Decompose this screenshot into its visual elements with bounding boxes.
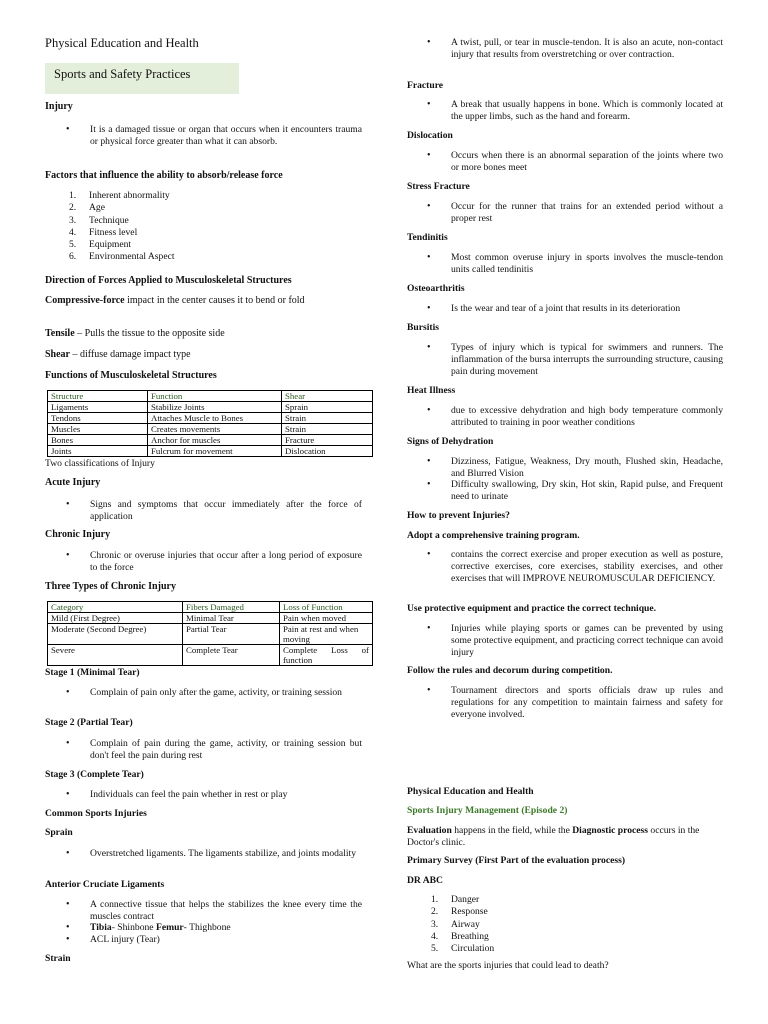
list-item: 3. Technique [69, 214, 129, 226]
strain-heading: Strain [45, 953, 71, 964]
dehydration-bullet-1: • Dizziness, Fatigue, Weakness, Dry mouth, Flushed skin, Headache, and Blurred Vision [451, 456, 723, 480]
question-text: What are the sports injuries that could lead to death? [407, 960, 609, 971]
direction-heading: Direction of Forces Applied to Musculoskeletal Structures [45, 275, 292, 286]
rules-heading: Follow the rules and decorum during competition. [407, 665, 613, 676]
dislocation-heading: Dislocation [407, 130, 453, 141]
protective-bullet: • Injuries while playing sports or games can be prevented by using some protective equipment, and practicing correct technique can avoid injury [451, 623, 723, 658]
rules-bullet: • Tournament directors and sports officials draw up rules and regulations for any competition to maintain fairness and safety for everyone involved. [451, 685, 723, 720]
list-item: 2. Age [69, 202, 105, 214]
list-item: 2. Response [431, 906, 488, 918]
tendinitis-heading: Tendinitis [407, 232, 448, 243]
injury-bullet: • It is a damaged tissue or organ that occurs when it encounters trauma or physical force greater than what it can absorb. [90, 124, 362, 148]
common-injuries-heading: Common Sports Injuries [45, 808, 147, 819]
table-row: Mild (First Degree) Minimal Tear Pain when moved [48, 613, 373, 624]
adopt-bullet: • contains the correct exercise and proper execution as well as posture, corrective exercises, core exercises, stability exercises, and other exercises that will IMPROVE NEUROMUSCULAR DEFICIENCY. [451, 549, 723, 584]
table-row: Joints Fulcrum for movement Dislocation [48, 446, 373, 457]
osteoarthritis-bullet: • Is the wear and tear of a joint that results in its deterioration [451, 303, 723, 315]
stress-fracture-heading: Stress Fracture [407, 181, 470, 192]
section-title-box [45, 63, 239, 94]
prevent-heading: How to prevent Injuries? [407, 510, 510, 521]
functions-heading: Functions of Musculoskeletal Structures [45, 370, 217, 381]
table-row: Bones Anchor for muscles Fracture [48, 435, 373, 446]
list-item: 5. Equipment [69, 239, 132, 251]
drabc-heading: DR ABC [407, 875, 443, 886]
osteoarthritis-heading: Osteoarthritis [407, 283, 465, 294]
dehydration-heading: Signs of Dehydration [407, 436, 494, 447]
table-row: Severe Complete Tear Complete Loss of function [48, 645, 373, 666]
stage1-heading: Stage 1 (Minimal Tear) [45, 667, 140, 678]
list-item: 5. Circulation [431, 943, 495, 955]
list-item: 1. Danger [431, 894, 480, 905]
three-types-heading: Three Types of Chronic Injury [45, 581, 176, 592]
bursitis-heading: Bursitis [407, 322, 439, 333]
dehydration-bullet-2: • Difficulty swallowing, Dry skin, Hot skin, Rapid pulse, and Frequent need to urinate [451, 479, 723, 503]
compressive-text: Compressive-force impact in the center causes it to bend or fold [45, 295, 305, 306]
episode-heading: Sports Injury Management (Episode 2) [407, 805, 568, 816]
list-item: 4. Fitness level [69, 226, 138, 238]
acute-bullet: • Signs and symptoms that occur immediately after the force of application [90, 499, 362, 523]
table-row: Muscles Creates movements Strain [48, 424, 373, 435]
dislocation-bullet: • Occurs when there is an abnormal separation of the joints where two or more bones meet [451, 150, 723, 174]
table-row: Ligaments Stabilize Joints Sprain [48, 402, 373, 413]
stage2-bullet: • Complain of pain during the game, activity, or training session but don't feel the pain during rest [90, 738, 362, 762]
strain-bullet: • A twist, pull, or tear in muscle-tendon. It is also an acute, non-contact injury that results from overstretching or over contraction. [451, 37, 723, 61]
acl-bullet-1: • A connective tissue that helps the stabilizes the knee every time the muscles contract [90, 899, 362, 923]
list-item: 6. Environmental Aspect [69, 251, 175, 263]
page-title: Physical Education and Health [45, 36, 199, 50]
stage1-bullet: • Complain of pain only after the game, activity, or training session [90, 687, 362, 699]
chronic-heading: Chronic Injury [45, 529, 111, 540]
chronic-types-table [47, 601, 373, 666]
acl-bullet-3: • ACL injury (Tear) [90, 934, 362, 946]
acl-bullet-2: • Tibia- Shinbone Femur- Thighbone [90, 922, 362, 934]
factors-list [69, 190, 349, 264]
evaluation-text: Evaluation happens in the field, while the Diagnostic process occurs in the Doctor's clinic. [407, 825, 700, 848]
stage3-heading: Stage 3 (Complete Tear) [45, 769, 144, 780]
adopt-heading: Adopt a comprehensive training program. [407, 530, 580, 541]
injury-heading: Injury [45, 101, 73, 112]
list-item: 4. Breathing [431, 930, 489, 942]
factors-heading: Factors that influence the ability to absorb/release force [45, 170, 283, 181]
acute-heading: Acute Injury [45, 477, 101, 488]
fracture-heading: Fracture [407, 80, 444, 91]
table-header-row: Category Fibers Damaged Loss of Function [48, 602, 373, 613]
functions-table [47, 390, 373, 457]
stress-fracture-bullet: • Occur for the runner that trains for an extended period without a proper rest [451, 201, 723, 225]
sprain-heading: Sprain [45, 827, 73, 838]
stage3-bullet: • Individuals can feel the pain whether in rest or play [90, 789, 362, 801]
stage2-heading: Stage 2 (Partial Tear) [45, 717, 133, 728]
drabc-list [431, 894, 681, 955]
shear-text: Shear – diffuse damage impact type [45, 349, 191, 360]
table-row: Moderate (Second Degree) Partial Tear Pain at rest and when moving [48, 624, 373, 645]
heat-illness-heading: Heat Illness [407, 385, 456, 396]
acl-heading: Anterior Cruciate Ligaments [45, 879, 165, 890]
chronic-bullet: • Chronic or overuse injuries that occur after a long period of exposure to the force [90, 550, 362, 574]
page2-title: Physical Education and Health [407, 786, 534, 797]
sprain-bullet: • Overstretched ligaments. The ligaments stabilize, and joints modality [90, 848, 362, 860]
table-row: Tendons Attaches Muscle to Bones Strain [48, 413, 373, 424]
list-item: 3. Airway [431, 918, 480, 930]
primary-survey-heading: Primary Survey (First Part of the evaluation process) [407, 855, 626, 866]
fracture-bullet: • A break that usually happens in bone. Which is commonly located at the upper limbs, such as the hand and forearm. [451, 99, 723, 123]
table-header-row: Structure Function Shear [48, 391, 373, 402]
section-title: Sports and Safety Practices [54, 67, 191, 81]
protective-heading: Use protective equipment and practice the correct technique. [407, 603, 657, 614]
list-item: 1. Inherent abnormality [69, 190, 170, 201]
tensile-text: Tensile – Pulls the tissue to the opposite side [45, 328, 225, 339]
heat-illness-bullet: • due to excessive dehydration and high body temperature commonly attributed to training in poor weather conditions [451, 405, 723, 429]
tendinitis-bullet: • Most common overuse injury in sports involves the muscle-tendon units called tendinitis [451, 252, 723, 276]
bursitis-bullet: • Types of injury which is typical for swimmers and runners. The inflammation of the bursa interrupts the surrounding structure, causing pain during movement [451, 342, 723, 377]
functions-caption: Two classifications of Injury [45, 458, 155, 469]
